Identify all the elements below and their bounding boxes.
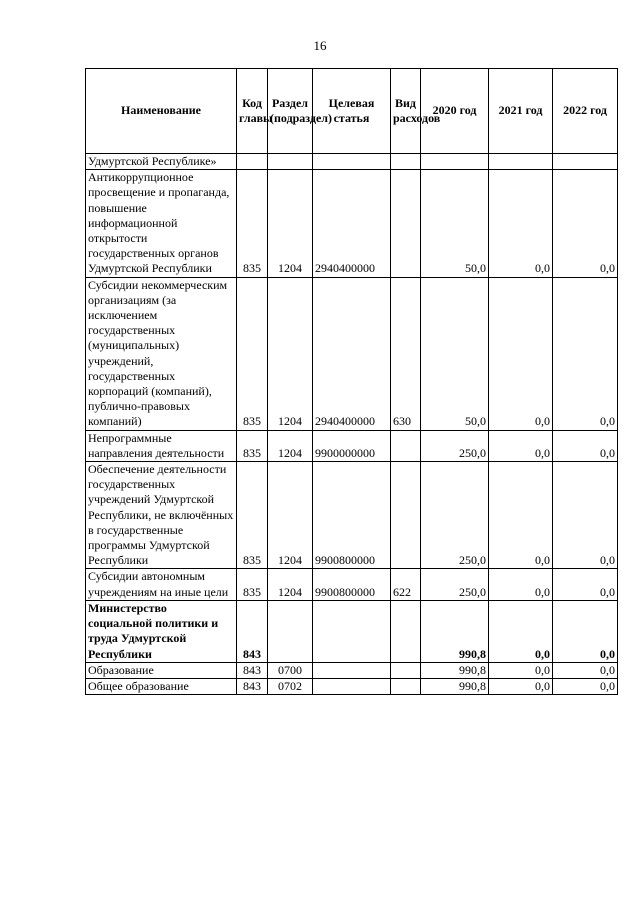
cell-target: 9900800000: [313, 569, 391, 600]
header-section: Раздел (подраздел): [268, 69, 313, 154]
cell-2020: 250,0: [421, 430, 489, 461]
table-body: [86, 154, 618, 695]
cell-code: [237, 154, 268, 170]
cell-2022: 0,0: [553, 600, 618, 662]
table-row: [86, 154, 618, 170]
cell-exp-type: [391, 662, 421, 678]
cell-target: [313, 600, 391, 662]
cell-2021: 0,0: [489, 170, 553, 277]
cell-name: Удмуртской Республике»: [86, 154, 237, 170]
cell-code: 835: [237, 569, 268, 600]
cell-section: 1204: [268, 277, 313, 430]
cell-section: [268, 600, 313, 662]
cell-exp-type: [391, 154, 421, 170]
cell-exp-type: [391, 678, 421, 694]
header-2021: 2021 год: [489, 69, 553, 154]
cell-code: 835: [237, 170, 268, 277]
cell-name: Антикоррупционное просвещение и пропаганда, повышение информационной открытости государственных органов Удмуртской Республики: [86, 170, 237, 277]
cell-exp-type: [391, 170, 421, 277]
table-row: [86, 678, 618, 694]
budget-table: [85, 68, 618, 695]
cell-section: 1204: [268, 462, 313, 569]
cell-target: 9900800000: [313, 462, 391, 569]
header-name: Наименование: [86, 69, 237, 154]
cell-section: 0700: [268, 662, 313, 678]
cell-2022: 0,0: [553, 462, 618, 569]
cell-exp-type: [391, 430, 421, 461]
header-exp-type: Вид расходов: [391, 69, 421, 154]
cell-section: 0702: [268, 678, 313, 694]
cell-2020: 990,8: [421, 678, 489, 694]
cell-2021: 0,0: [489, 277, 553, 430]
cell-2020: 990,8: [421, 600, 489, 662]
header-row: [86, 69, 618, 154]
cell-2020: [421, 154, 489, 170]
header-2022: 2022 год: [553, 69, 618, 154]
cell-target: 2940400000: [313, 170, 391, 277]
cell-2021: 0,0: [489, 462, 553, 569]
cell-target: [313, 662, 391, 678]
cell-2021: [489, 154, 553, 170]
cell-exp-type: [391, 600, 421, 662]
cell-name: Образование: [86, 662, 237, 678]
table-row: [86, 170, 618, 277]
cell-2021: 0,0: [489, 662, 553, 678]
cell-code: 843: [237, 662, 268, 678]
table-row: [86, 430, 618, 461]
cell-section: [268, 154, 313, 170]
cell-code: 843: [237, 600, 268, 662]
cell-2022: [553, 154, 618, 170]
header-target: Целевая статья: [313, 69, 391, 154]
cell-2022: 0,0: [553, 170, 618, 277]
cell-2021: 0,0: [489, 569, 553, 600]
cell-name: Общее образование: [86, 678, 237, 694]
cell-target: 2940400000: [313, 277, 391, 430]
cell-code: 843: [237, 678, 268, 694]
cell-2020: 50,0: [421, 170, 489, 277]
cell-2020: 250,0: [421, 462, 489, 569]
cell-target: [313, 154, 391, 170]
cell-exp-type: 622: [391, 569, 421, 600]
cell-target: [313, 678, 391, 694]
cell-code: 835: [237, 277, 268, 430]
cell-2021: 0,0: [489, 600, 553, 662]
cell-code: 835: [237, 462, 268, 569]
cell-2022: 0,0: [553, 569, 618, 600]
cell-code: 835: [237, 430, 268, 461]
cell-2022: 0,0: [553, 277, 618, 430]
table-row: [86, 569, 618, 600]
cell-2021: 0,0: [489, 430, 553, 461]
table-row: [86, 462, 618, 569]
header-2020: 2020 год: [421, 69, 489, 154]
cell-section: 1204: [268, 170, 313, 277]
cell-2020: 990,8: [421, 662, 489, 678]
table-row: [86, 600, 618, 662]
cell-2022: 0,0: [553, 430, 618, 461]
cell-exp-type: 630: [391, 277, 421, 430]
cell-name: Министерство социальной политики и труда Удмуртской Республики: [86, 600, 237, 662]
header-code: Код главы: [237, 69, 268, 154]
table-row: [86, 277, 618, 430]
cell-2020: 250,0: [421, 569, 489, 600]
cell-section: 1204: [268, 430, 313, 461]
cell-2021: 0,0: [489, 678, 553, 694]
cell-exp-type: [391, 462, 421, 569]
cell-name: Субсидии автономным учреждениям на иные цели: [86, 569, 237, 600]
cell-name: Субсидии некоммерческим организациям (за исключением государственных (муниципальных) учреждений, государственных корпораций (компаний), публично-правовых компаний): [86, 277, 237, 430]
page-number: 16: [313, 38, 327, 53]
cell-name: Обеспечение деятельности государственных учреждений Удмуртской Республики, не включённых в государственные программы Удмуртской Республики: [86, 462, 237, 569]
cell-2020: 50,0: [421, 277, 489, 430]
cell-target: 9900000000: [313, 430, 391, 461]
cell-section: 1204: [268, 569, 313, 600]
table-row: [86, 662, 618, 678]
cell-name: Непрограммные направления деятельности: [86, 430, 237, 461]
cell-2022: 0,0: [553, 662, 618, 678]
cell-2022: 0,0: [553, 678, 618, 694]
